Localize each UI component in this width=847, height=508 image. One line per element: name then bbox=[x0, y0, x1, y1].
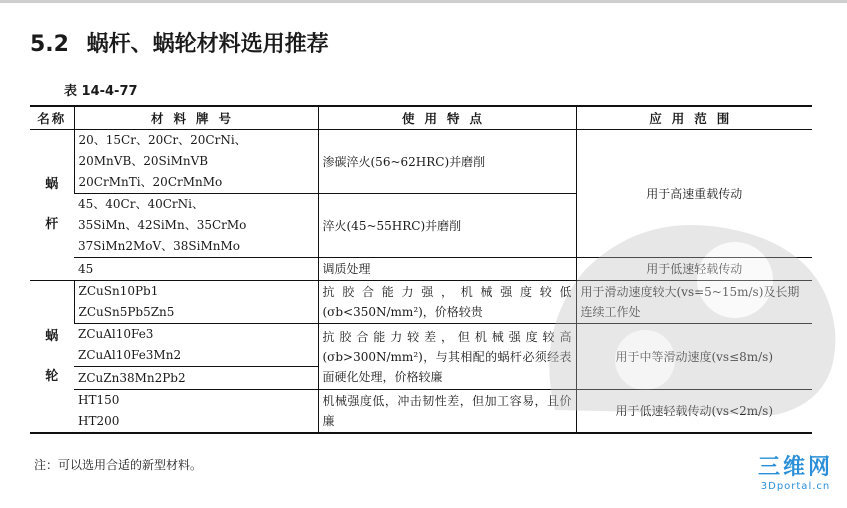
application-cell: 用于高速重载传动 bbox=[576, 130, 812, 258]
table-row bbox=[30, 258, 812, 281]
logo-text: 三维网 bbox=[757, 455, 833, 480]
materials-cell bbox=[74, 390, 318, 434]
application-cell: 用于中等滑动速度(vs≤8m/s) bbox=[576, 324, 812, 390]
table-label: 表 14-4-77 bbox=[64, 84, 138, 99]
table-row bbox=[30, 130, 812, 194]
materials-cell bbox=[74, 258, 318, 281]
section-number: 5.2 bbox=[30, 32, 69, 57]
materials-cell bbox=[74, 130, 318, 194]
table-row bbox=[30, 390, 812, 434]
group-worm bbox=[30, 130, 74, 281]
materials-cell bbox=[74, 324, 318, 367]
header-name: 名称 bbox=[30, 106, 74, 130]
feature-cell: 机械强度低，冲击韧性差，但加工容易，且价廉 bbox=[318, 390, 576, 434]
application-cell: 用于滑动速度较大(vs=5~15m/s)及长期连续工作处 bbox=[576, 281, 812, 324]
feature-cell: 淬火(45~55HRC)并磨削 bbox=[318, 194, 576, 258]
table-note: 注：可以选用合适的新型材料。 bbox=[34, 458, 203, 472]
material-name: ZCuSn10Pb1 bbox=[78, 284, 159, 298]
feature-cell: 调质处理 bbox=[318, 258, 576, 281]
materials-cell bbox=[74, 367, 318, 390]
table-row bbox=[30, 324, 812, 367]
section-title: 蜗杆、蜗轮材料选用推荐 bbox=[86, 32, 329, 57]
material-name: 37SiMn2MoV、38SiMnMo bbox=[78, 239, 241, 253]
application-cell: 用于低速轻载传动 bbox=[576, 258, 812, 281]
section-heading bbox=[30, 27, 329, 58]
group-wheel bbox=[30, 281, 74, 434]
material-name: 45 bbox=[78, 261, 94, 276]
material-name: 35SiMn、42SiMn、35CrMo bbox=[78, 218, 247, 232]
materials-cell bbox=[74, 194, 318, 258]
material-name: 20、15Cr、20Cr、20CrNi、 bbox=[78, 133, 247, 147]
material-name: ZCuZn38Mn2Pb2 bbox=[78, 370, 186, 385]
material-name: 20CrMnTi、20CrMnMo bbox=[78, 175, 223, 189]
material-name: ZCuAl10Fe3 bbox=[78, 327, 154, 341]
feature-cell: 抗胶合能力强，机械强度较低(σb<350N/mm²)，价格较贵 bbox=[318, 281, 576, 324]
feature-cell: 抗胶合能力较差，但机械强度较高(σb>300N/mm²)，与其相配的蜗杆必须经表面硬化处理，价格较廉 bbox=[318, 324, 576, 390]
table-header-row bbox=[30, 106, 812, 130]
material-name: 45、40Cr、40CrNi、 bbox=[78, 197, 204, 211]
material-table bbox=[30, 105, 812, 434]
logo-url: 3Dportal.cn bbox=[760, 481, 831, 492]
group-wheel-label: 蜗轮 bbox=[45, 328, 59, 384]
feature-cell: 渗碳淬火(56~62HRC)并磨削 bbox=[318, 130, 576, 194]
group-worm-label: 蜗杆 bbox=[45, 177, 59, 232]
header-feature: 使用特点 bbox=[318, 106, 576, 130]
page-top-rule bbox=[0, 0, 847, 3]
material-name: ZCuAl10Fe3Mn2 bbox=[78, 348, 182, 362]
material-name: ZCuSn5Pb5Zn5 bbox=[78, 305, 175, 319]
table-row bbox=[30, 281, 812, 324]
materials-cell bbox=[74, 281, 318, 324]
material-name: 20MnVB、20SiMnVB bbox=[78, 154, 209, 168]
site-logo bbox=[758, 455, 833, 493]
header-material: 材料牌号 bbox=[74, 106, 318, 130]
material-name: HT200 bbox=[78, 414, 120, 428]
header-application: 应用范围 bbox=[576, 106, 812, 130]
material-name: HT150 bbox=[78, 393, 120, 407]
application-cell: 用于低速轻载传动(vs<2m/s) bbox=[576, 390, 812, 434]
